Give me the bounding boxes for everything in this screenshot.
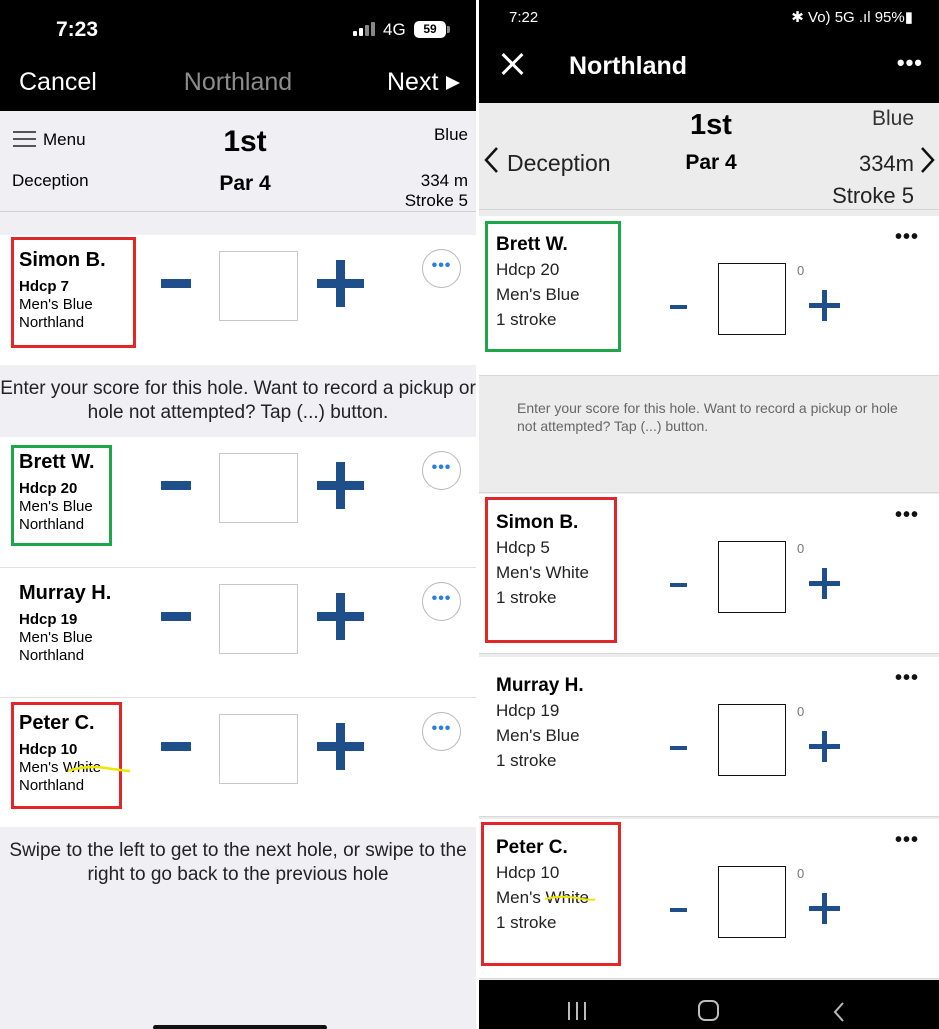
player-handicap: Hdcp 20: [496, 260, 560, 279]
player-name: Simon B.: [496, 512, 579, 533]
decrement-button[interactable]: [670, 908, 687, 912]
player-strokes: 1 stroke: [496, 751, 557, 770]
next-arrow-icon[interactable]: [446, 76, 460, 90]
android-top-bar: [479, 0, 939, 103]
overflow-menu-button[interactable]: •••: [896, 50, 923, 75]
player-handicap: Hdcp 19: [19, 611, 78, 628]
player-handicap: Hdcp 10: [496, 863, 560, 882]
player-name: Murray H.: [496, 675, 584, 696]
red-highlight-box: [11, 237, 136, 348]
score-count: 0: [797, 704, 805, 719]
increment-button[interactable]: [317, 462, 364, 509]
more-options-button[interactable]: •••: [894, 504, 919, 526]
hole-stroke-index: Stroke 5: [404, 191, 468, 210]
increment-button[interactable]: [809, 893, 840, 924]
tee-label: Blue: [433, 125, 468, 144]
decrement-button[interactable]: [161, 612, 191, 621]
close-icon[interactable]: [500, 52, 524, 76]
back-icon[interactable]: [832, 1001, 846, 1028]
android-nav-bar: [479, 980, 939, 1029]
player-handicap: Hdcp 5: [496, 538, 550, 557]
player-name: Simon B.: [19, 249, 106, 271]
player-row: [0, 567, 476, 697]
player-handicap: Hdcp 7: [19, 278, 70, 295]
battery-icon: [414, 21, 446, 38]
network-label: 4G: [383, 20, 406, 39]
player-club: Northland: [19, 516, 85, 533]
cancel-button[interactable]: Cancel: [19, 68, 97, 96]
player-row: [479, 657, 939, 817]
swipe-instructions: Swipe to the left to get to the next hole, or swipe to the right to go back to the previous hole: [9, 840, 467, 885]
yellow-underline-mark: [543, 893, 597, 903]
score-input[interactable]: [219, 251, 298, 321]
player-club: Northland: [19, 647, 85, 664]
player-name: Peter C.: [496, 837, 568, 858]
decrement-button[interactable]: [161, 481, 191, 490]
player-handicap: Hdcp 10: [19, 741, 78, 758]
decrement-button[interactable]: [161, 279, 191, 288]
green-highlight-box: [11, 445, 112, 546]
next-button[interactable]: Next: [387, 68, 439, 96]
score-count: 0: [797, 541, 805, 556]
increment-button[interactable]: [317, 593, 364, 640]
score-input[interactable]: [718, 541, 786, 613]
tee-label: Blue: [871, 107, 914, 130]
increment-button[interactable]: [809, 731, 840, 762]
menu-button[interactable]: Menu: [43, 130, 86, 149]
green-highlight-box: [485, 221, 621, 352]
player-strokes: 1 stroke: [496, 588, 557, 607]
hole-stroke-index: Stroke 5: [832, 183, 914, 208]
hole-number: 1st: [690, 109, 732, 141]
course-label: Deception: [507, 150, 611, 176]
nav-title: Northland: [569, 52, 688, 80]
score-input[interactable]: [219, 584, 298, 654]
home-icon[interactable]: [698, 1000, 719, 1021]
more-options-button[interactable]: •••: [422, 582, 461, 621]
player-tee: Men's Blue: [496, 726, 580, 745]
more-options-button[interactable]: •••: [894, 226, 919, 248]
score-input[interactable]: [718, 866, 786, 938]
player-tee: Men's Blue: [19, 296, 93, 313]
score-input[interactable]: [219, 714, 298, 784]
player-tee: Men's Blue: [19, 629, 93, 646]
more-options-button[interactable]: •••: [422, 451, 461, 490]
more-options-button[interactable]: •••: [422, 712, 461, 751]
status-time: 7:22: [509, 9, 539, 26]
player-handicap: Hdcp 20: [19, 480, 78, 497]
red-highlight-box: [485, 497, 617, 643]
score-input[interactable]: [219, 453, 298, 523]
increment-button[interactable]: [809, 290, 840, 321]
player-tee: Men's White: [496, 888, 589, 907]
player-handicap: Hdcp 19: [496, 701, 560, 720]
player-name: Brett W.: [496, 234, 568, 255]
score-instructions: Enter your score for this hole. Want to record a pickup or hole not attempted? Tap (...) button.: [517, 400, 898, 434]
score-instructions: Enter your score for this hole. Want to record a pickup or hole not attempted? Tap (...) button.: [0, 378, 476, 423]
status-icons: ✱ Vo) 5G .ıl 95%▮: [791, 9, 913, 26]
score-count: 0: [797, 866, 805, 881]
player-club: Northland: [19, 314, 85, 331]
previous-hole-icon[interactable]: [482, 145, 502, 175]
player-strokes: 1 stroke: [496, 310, 557, 329]
score-input[interactable]: [718, 263, 786, 335]
hole-number: 1st: [223, 125, 267, 158]
status-time: 7:23: [56, 18, 99, 41]
score-instructions-panel: [479, 377, 939, 493]
more-options-button[interactable]: •••: [894, 829, 919, 851]
battery-level: 59: [423, 22, 437, 36]
nav-title: Northland: [183, 68, 293, 96]
hole-distance: 334m: [858, 151, 914, 176]
android-screen: [479, 0, 939, 1029]
hole-par: Par 4: [219, 172, 271, 195]
decrement-button[interactable]: [670, 746, 687, 750]
red-highlight-box: [11, 702, 122, 809]
hole-par: Par 4: [685, 151, 737, 174]
home-indicator: [153, 1025, 327, 1029]
next-hole-icon[interactable]: [917, 145, 937, 175]
increment-button[interactable]: [809, 568, 840, 599]
increment-button[interactable]: [317, 260, 364, 307]
hole-distance: 334 m: [420, 171, 468, 190]
score-input[interactable]: [718, 704, 786, 776]
course-label: Deception: [12, 171, 89, 190]
more-options-button[interactable]: •••: [894, 667, 919, 689]
player-tee: Men's White: [496, 563, 589, 582]
decrement-button[interactable]: [670, 305, 687, 309]
player-strokes: 1 stroke: [496, 913, 557, 932]
player-tee: Men's Blue: [19, 498, 93, 515]
player-tee: Men's Blue: [496, 285, 580, 304]
decrement-button[interactable]: [670, 583, 687, 587]
increment-button[interactable]: [317, 723, 364, 770]
score-count: 0: [797, 263, 805, 278]
more-options-button[interactable]: •••: [422, 249, 461, 288]
hole-header: [479, 103, 939, 210]
player-name: Brett W.: [19, 451, 95, 473]
ios-top-bar: [0, 0, 476, 111]
player-name: Murray H.: [19, 582, 112, 604]
player-tee: Men's White: [19, 759, 102, 776]
decrement-button[interactable]: [161, 742, 191, 751]
player-club: Northland: [19, 777, 85, 794]
player-name: Peter C.: [19, 712, 95, 734]
yellow-underline-mark: [66, 763, 132, 775]
hole-header: [0, 111, 476, 212]
